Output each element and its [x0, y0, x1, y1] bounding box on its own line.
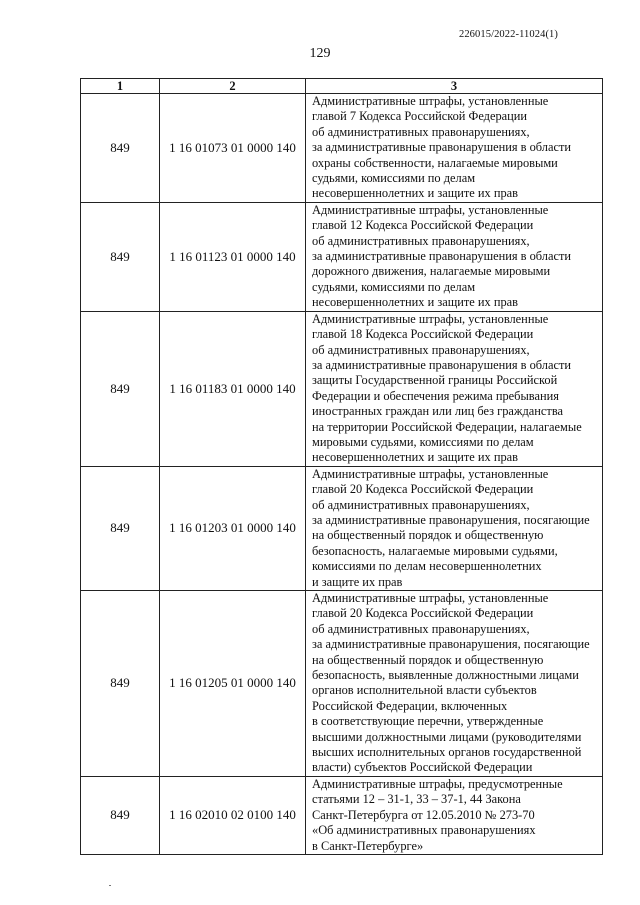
table-body: [81, 94, 603, 855]
admin-code-cell: 849: [81, 776, 160, 854]
description-line: Российской Федерации, включенных: [312, 698, 508, 713]
description-line: об административных правонарушениях,: [312, 233, 530, 248]
description-line: на общественный порядок и общественную: [312, 652, 544, 667]
budget-codes-table: [80, 78, 603, 855]
description-line: главой 7 Кодекса Российской Федерации: [312, 109, 528, 124]
description-line: об административных правонарушениях,: [312, 497, 530, 512]
description-line: об административных правонарушениях,: [312, 342, 530, 357]
table-row: [81, 466, 603, 590]
description-line: Административные штрафы, установленные: [312, 94, 549, 108]
description-line: «Об административных правонарушениях: [312, 823, 536, 838]
document-reference: 226015/2022-11024(1): [458, 29, 558, 40]
column-header-3: 3: [306, 79, 603, 94]
description-line: дорожного движения, налагаемые мировыми: [312, 264, 551, 279]
description-line: судьями, комиссиями по делам: [312, 171, 476, 186]
description-line: несовершеннолетних и защите их прав: [312, 450, 519, 465]
revenue-description-cell: [306, 591, 603, 777]
table-row: [81, 202, 603, 311]
description-line: за административные правонарушения в области: [312, 140, 572, 155]
admin-code-cell: 849: [81, 202, 160, 311]
description-line: безопасность, налагаемые мировыми судьями,: [312, 543, 558, 558]
description-line: об административных правонарушениях,: [312, 124, 530, 139]
description-line: Административные штрафы, предусмотренные: [312, 776, 563, 791]
description-line: Административные штрафы, установленные: [312, 591, 549, 605]
description-line: и защите их прав: [312, 574, 403, 589]
description-line: безопасность, выявленные должностными лицами: [312, 668, 579, 683]
table-row: [81, 776, 603, 854]
description-line: высших исполнительных органов государственной: [312, 745, 582, 760]
description-line: судьями, комиссиями по делам: [312, 279, 476, 294]
table-row: [81, 311, 603, 466]
table-header-row: [81, 79, 603, 94]
budget-classification-code-cell: 1 16 02010 02 0100 140: [160, 776, 306, 854]
page-number: 129: [309, 46, 331, 61]
description-line: за административные правонарушения, посягающие: [312, 512, 590, 527]
description-line: несовершеннолетних и защите их прав: [312, 186, 519, 201]
description-line: главой 12 Кодекса Российской Федерации: [312, 218, 534, 233]
description-line: главой 18 Кодекса Российской Федерации: [312, 327, 534, 342]
admin-code-cell: 849: [81, 466, 160, 590]
budget-classification-code-cell: 1 16 01205 01 0000 140: [160, 591, 306, 777]
admin-code-cell: 849: [81, 311, 160, 466]
budget-classification-code-cell: 1 16 01203 01 0000 140: [160, 466, 306, 590]
revenue-description-cell: [306, 466, 603, 590]
description-line: статьями 12 – 31-1, 33 – 37-1, 44 Закона: [312, 792, 521, 807]
description-line: главой 20 Кодекса Российской Федерации: [312, 606, 534, 621]
budget-classification-code-cell: 1 16 01123 01 0000 140: [160, 202, 306, 311]
revenue-description-cell: [306, 311, 603, 466]
description-line: на территории Российской Федерации, налагаемые: [312, 419, 582, 434]
description-line: главой 20 Кодекса Российской Федерации: [312, 482, 534, 497]
admin-code-cell: 849: [81, 94, 160, 203]
description-line: власти) субъектов Российской Федерации: [312, 760, 533, 775]
description-line: иностранных граждан или лиц без гражданства: [312, 404, 564, 419]
description-line: на общественный порядок и общественную: [312, 528, 544, 543]
table-row: [81, 94, 603, 203]
description-line: за административные правонарушения в области: [312, 357, 572, 372]
revenue-description-cell: [306, 202, 603, 311]
description-line: за административные правонарушения в области: [312, 249, 572, 264]
description-line: высшими должностными лицами (руководителями: [312, 729, 582, 744]
budget-classification-code-cell: 1 16 01183 01 0000 140: [160, 311, 306, 466]
description-line: защиты Государственной границы Российской: [312, 373, 558, 388]
description-line: Административные штрафы, установленные: [312, 311, 549, 326]
description-line: Административные штрафы, установленные: [312, 466, 549, 481]
description-line: несовершеннолетних и защите их прав: [312, 295, 519, 310]
scan-speck: [109, 885, 111, 886]
column-header-1: 1: [81, 79, 160, 94]
description-line: в соответствующие перечни, утвержденные: [312, 714, 544, 729]
description-line: за административные правонарушения, посягающие: [312, 637, 590, 652]
table-row: [81, 591, 603, 777]
description-line: Санкт-Петербурга от 12.05.2010 № 273-70: [312, 807, 535, 822]
description-line: Федерации и обеспечения режима пребывания: [312, 388, 559, 403]
budget-classification-code-cell: 1 16 01073 01 0000 140: [160, 94, 306, 203]
description-line: об административных правонарушениях,: [312, 621, 530, 636]
description-line: комиссиями по делам несовершеннолетних: [312, 559, 542, 574]
description-line: органов исполнительной власти субъектов: [312, 683, 537, 698]
description-line: охраны собственности, налагаемые мировыми: [312, 155, 558, 170]
description-line: Административные штрафы, установленные: [312, 202, 549, 217]
revenue-description-cell: [306, 776, 603, 854]
description-line: в Санкт-Петербурге»: [312, 838, 424, 853]
revenue-description-cell: [306, 94, 603, 203]
admin-code-cell: 849: [81, 591, 160, 777]
column-header-2: 2: [160, 79, 306, 94]
description-line: мировыми судьями, комиссиями по делам: [312, 434, 534, 449]
